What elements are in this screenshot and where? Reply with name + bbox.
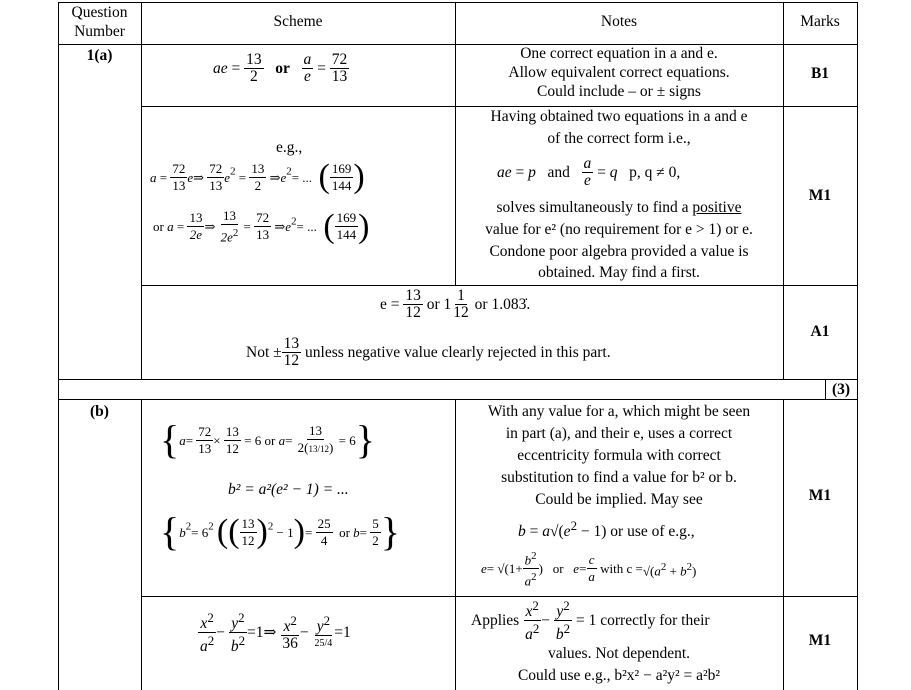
header-question-line1: Question [71, 4, 128, 21]
a-row2-and: and [547, 164, 570, 181]
b-row1-note-5: Could be implied. May see [535, 491, 703, 508]
rule-top [58, 2, 858, 3]
b-row1-note-6: $b = a√(e^2 - 1)$ or use of e.g., [518, 518, 695, 541]
a-row2-note-6: obtained. May find a first. [538, 264, 700, 281]
b-row2-note-1: Applies $\frac{x^2}{a^2}$ − $\frac{y^2}{b^2}$ = 1 correctly for their [471, 598, 710, 644]
rule-col-qn-b [141, 399, 142, 690]
a-row1-note-2: Allow equivalent correct equations. [508, 64, 730, 81]
a-row1-mark: B1 [810, 65, 830, 82]
b-row2-note-2: values. Not dependent. [547, 645, 691, 662]
b-row1-b-line: {$b^2= 6^2$ (( $\frac{13}{12}$ )$^2$ − 1)= $\frac{25}{4}$ or b= $\frac{5}{2}$ } [160, 509, 400, 554]
a-row3-mark: A1 [810, 323, 830, 340]
rule-a-row3 [58, 379, 858, 380]
rule-col-qn [141, 2, 142, 379]
b-row1-note-1: With any value for a, which might be seen [487, 403, 751, 420]
b-row2-mark: M1 [808, 632, 832, 649]
b-row1-a-line: {a= $\frac{72}{13}$ × $\frac{13}{12}$ = 6 or a= $\frac{13}{2(13/12)}$ = 6} [160, 417, 375, 462]
b-row2-scheme: $\frac{x^2}{a^2}$ − $\frac{y^2}{b^2}$ =1⇒ $\frac{x^2}{36}$ − $\frac{y^2}{25/4}$ =1 [200, 610, 351, 656]
b-row1-note-2: in part (a), and their e, uses a correct [505, 425, 733, 442]
a-row2-line1: a = $\frac{72}{13}$ e⇒ $\frac{72}{13}$ $e^2$ = $\frac{13}{2}$ $\Rightarrow e^2=$ ... ( $\frac{169}{144}$ ) [150, 158, 365, 195]
rule-total [58, 399, 858, 400]
header-question-line2: Number [74, 23, 125, 40]
a-row1-note-3: Could include – or ± signs [537, 83, 701, 100]
part-a-label: 1(a) [86, 47, 113, 64]
a-row2-note-1: Having obtained two equations in a and e [490, 108, 748, 125]
a-row2-condition: ae = p and $\frac{a}{e}$ = q p, q ≠ 0, [497, 155, 681, 189]
b-row1-note-4: substitution to find a value for b² or b. [501, 469, 737, 486]
a-row3-answer: e = $\frac{13}{12}$ or 1 $\frac{1}{12}$ or 1.083̇. [380, 287, 531, 321]
a-row3-not: Not ± $\frac{13}{12}$ unless negative value clearly rejected in this part. [246, 335, 611, 369]
rule-col-left [58, 2, 59, 690]
header-scheme: Scheme [273, 13, 323, 30]
b-row1-mark: M1 [808, 487, 832, 504]
a-row1-or: or [275, 60, 290, 77]
rule-a-row2 [141, 285, 858, 286]
header-marks: Marks [800, 13, 840, 30]
b-row1-formulas: e= √(1+ $\frac{b^2}{a^2}$ ) or e= $\frac{c}{a}$ with $c =√(a^2 + b^2)$ [481, 550, 697, 589]
a-row2-or: or [153, 219, 164, 235]
header-notes: Notes [600, 13, 638, 30]
a-row2-line2: or a = $\frac{13}{2e}$ ⇒ $\frac{13}{2e^2}$ = $\frac{72}{13}$ $\Rightarrow e^2=$ ... ( $\frac{169}{144}$ ) [153, 207, 370, 245]
rule-b-row1 [141, 596, 858, 597]
a-row1-note-1: One correct equation in a and e. [520, 45, 718, 62]
a-row2-eg: e.g., [276, 139, 303, 156]
part-b-label: (b) [90, 403, 109, 420]
a-row2-cond: p, q ≠ 0, [629, 164, 681, 181]
a-row2-144: 144 [336, 227, 357, 243]
a-row2-note-4: value for e² (no requirement for e > 1) or e. [485, 221, 753, 238]
a-row2-note-5: Condone poor algebra provided a value is [489, 243, 749, 260]
a-row2-note-3: solves simultaneously to find a positive [496, 199, 742, 216]
a-row2-note-2: of the correct form i.e., [547, 130, 691, 147]
a-row2-169: 169 [331, 160, 352, 176]
a-row1-scheme: ae = $\frac{13}{2}$ or $\frac{a}{e}$ = $\frac{72}{13}$ [213, 51, 348, 85]
b-row2-note-3: Could use e.g., b²x² − a²y² = a²b² [517, 667, 721, 684]
header-question [58, 3, 141, 41]
b-row1-b2-line: b² = a²(e² − 1) = ... [228, 481, 349, 498]
rule-col-right [857, 2, 858, 690]
a-row1-notes [455, 44, 783, 101]
a-row2-mark: M1 [808, 187, 832, 204]
b-row1-note-3: eccentricity formula with correct [517, 447, 721, 464]
a-total: (3) [831, 381, 851, 398]
